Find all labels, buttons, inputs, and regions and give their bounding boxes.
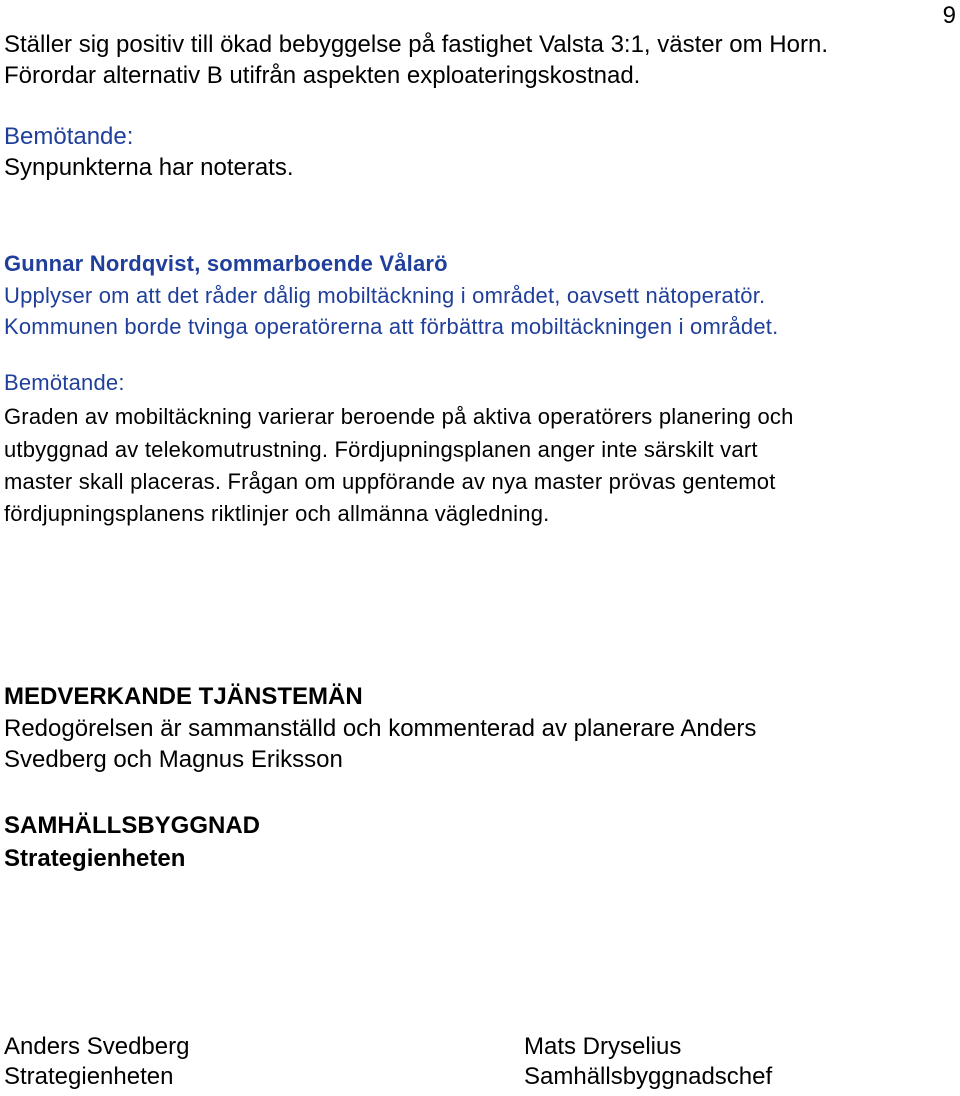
department-name: SAMHÄLLSBYGGNAD [4,812,260,839]
signature-name: Mats Dryselius [524,1033,682,1060]
staff-text-line: Redogörelsen är sammanställd och kommenterad av planerare Anders [4,715,757,742]
response-label: Bemötande: [4,370,125,395]
department-unit: Strategienheten [4,845,186,872]
response-label: Bemötande: [4,123,134,150]
response-text-line: master skall placeras. Frågan om uppförande av nya master prövas gentemot [4,469,776,494]
signature-title: Strategienheten [4,1063,174,1090]
response-text-line: Synpunkterna har noterats. [4,154,294,181]
response-text-line: fördjupningsplanens riktlinjer och allmänna vägledning. [4,501,550,526]
signature-title: Samhällsbyggnadschef [524,1063,773,1090]
commenter-heading: Gunnar Nordqvist, sommarboende Vålarö [4,251,448,276]
comment-text-line: Förordar alternativ B utifrån aspekten exploateringskostnad. [4,62,641,89]
comment-text-line: Kommunen borde tvinga operatörerna att förbättra mobiltäckningen i området. [4,314,779,339]
response-text-line: utbyggnad av telekomutrustning. Fördjupningsplanen anger inte särskilt vart [4,437,758,462]
signature-name: Anders Svedberg [4,1033,190,1060]
comment-text-line: Ställer sig positiv till ökad bebyggelse på fastighet Valsta 3:1, väster om Horn. [4,31,828,58]
comment-text-line: Upplyser om att det råder dålig mobiltäckning i området, oavsett nätoperatör. [4,283,766,308]
staff-text-line: Svedberg och Magnus Eriksson [4,746,343,773]
page-number: 9 [942,2,956,29]
response-text-line: Graden av mobiltäckning varierar beroende på aktiva operatörers planering och [4,404,794,429]
staff-heading: MEDVERKANDE TJÄNSTEMÄN [4,683,363,710]
